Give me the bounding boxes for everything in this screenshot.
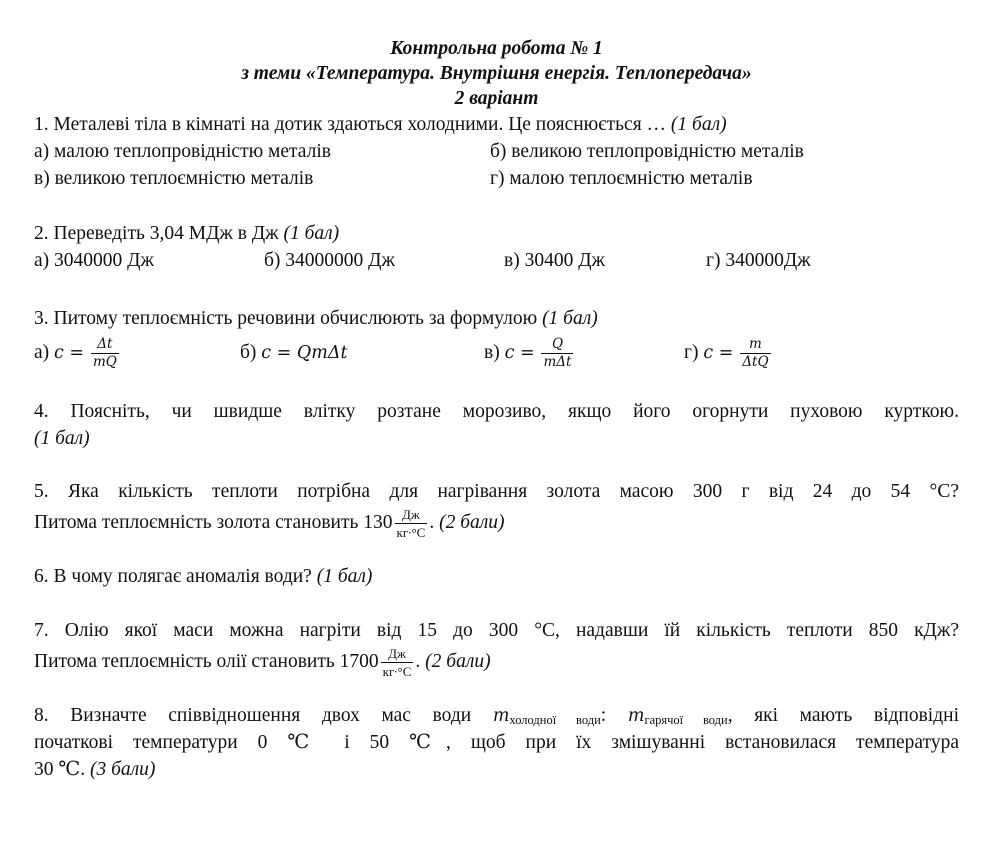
question-6-points: (1 бал) xyxy=(316,566,373,587)
question-4-points: (1 бал) xyxy=(34,428,90,449)
question-8-text-line1: 8. Визначте співвідношення двох мас води $m_{холодної води}$: $m_{гарячої води}$, які мають відповідні xyxy=(34,705,960,727)
question-8-text-line2: початкові температури 0 ℃ і 50 ℃, щоб при їх змішуванні встановилася температура xyxy=(34,732,959,753)
question-3-option-d: г) c = $\frac{m}{\text{ΔtQ}}$ xyxy=(684,335,769,371)
formula-fraction: $\frac{\Delta t}{mQ}$ xyxy=(92,335,117,371)
question-2-text: 2. Переведіть 3,04 МДж в Дж xyxy=(34,223,279,244)
test-topic: з теми «Температура. Внутрішня енергія. Теплопередача» xyxy=(241,63,752,84)
question-8-points: (3 бали) xyxy=(89,759,156,780)
question-5-text-line2: Питома теплоємність золота становить 130 xyxy=(34,512,393,533)
question-2-option-b: б) 34000000 Дж xyxy=(264,250,395,271)
question-7: 7. Олію якої маси можна нагріти від 15 до 300 °С, надавши їй кількість теплоти 850 кДж? Питома теплоємність олії становить 1700 $\frac{Дж}{кг\cdot^\circ С}$ . (2 бали) xyxy=(34,617,959,680)
question-3 xyxy=(34,305,959,374)
header xyxy=(34,36,959,111)
question-2-points: (1 бал) xyxy=(283,223,340,244)
question-6 xyxy=(34,563,959,590)
question-5: 5. Яка кількість теплоти потрібна для нагрівання золота масою 300 г від 24 до 54 °С? Питома теплоємність золота становить 130 $\frac{Дж}{кг\cdot^\circ С}$ . (2 бали) xyxy=(34,478,959,541)
test-page xyxy=(34,36,959,783)
question-1-points: (1 бал) xyxy=(670,114,727,135)
question-1 xyxy=(34,111,959,192)
unit-fraction: $\frac{Дж}{кг\cdot^\circ С}$ xyxy=(396,507,426,541)
question-5-text-line1: 5. Яка кількість теплоти потрібна для нагрівання золота масою 300 г від 24 до 54 °С? xyxy=(34,481,959,502)
question-8 xyxy=(34,702,959,783)
question-3-text: 3. Питому теплоємність речовини обчислюють за формулою xyxy=(34,308,538,329)
test-variant: 2 варіант xyxy=(454,88,539,109)
question-8-text-line3: 30 ℃. xyxy=(34,759,86,780)
question-6-text: 6. В чому полягає аномалія води? xyxy=(34,566,312,587)
question-7-text-line2: Питома теплоємність олії становить 1700 xyxy=(34,651,379,672)
question-3-option-c: в) c = $\frac{Q}{\text{mΔt}}$ xyxy=(484,335,572,371)
unit-fraction: $\frac{Дж}{кг\cdot^\circ С}$ xyxy=(382,646,412,680)
question-7-points: (2 бали) xyxy=(425,651,491,672)
formula-fraction: $\frac{m}{\text{ΔtQ}}$ xyxy=(742,335,769,371)
question-5-points: (2 бали) xyxy=(439,512,505,533)
question-1-option-a: а) малою теплопровідністю металів xyxy=(34,141,331,162)
question-7-text-line1: 7. Олію якої маси можна нагріти від 15 до 300 °С, надавши їй кількість теплоти 850 кДж? xyxy=(34,620,959,641)
question-1-text: 1. Металеві тіла в кімнаті на дотик здаються холодними. Це пояснюється … xyxy=(34,114,667,135)
formula-fraction: $\frac{Q}{\text{mΔt}}$ xyxy=(543,335,572,371)
mass-ratio: $m_{холодної води}$: $m_{гарячої води}$ xyxy=(492,705,728,727)
question-2-option-c: в) 30400 Дж xyxy=(504,250,605,271)
question-1-option-d: г) малою теплоємністю металів xyxy=(490,168,753,189)
question-3-points: (1 бал) xyxy=(542,308,598,329)
question-4 xyxy=(34,398,959,452)
question-1-option-b: б) великою теплопровідністю металів xyxy=(490,141,804,162)
question-4-text: 4. Поясніть, чи швидше влітку розтане морозиво, якщо його огорнути пуховою курткою. xyxy=(34,401,959,422)
question-3-option-a: а) c = $\frac{\Delta t}{mQ}$ xyxy=(34,335,117,371)
test-title: Контрольна робота № 1 xyxy=(390,38,603,59)
question-3-option-b: б) c = QmΔt xyxy=(240,342,348,363)
question-2-option-a: а) 3040000 Дж xyxy=(34,250,154,271)
question-2-option-d: г) 340000Дж xyxy=(706,250,811,271)
question-2 xyxy=(34,220,959,274)
question-1-option-c: в) великою теплоємністю металів xyxy=(34,168,314,189)
